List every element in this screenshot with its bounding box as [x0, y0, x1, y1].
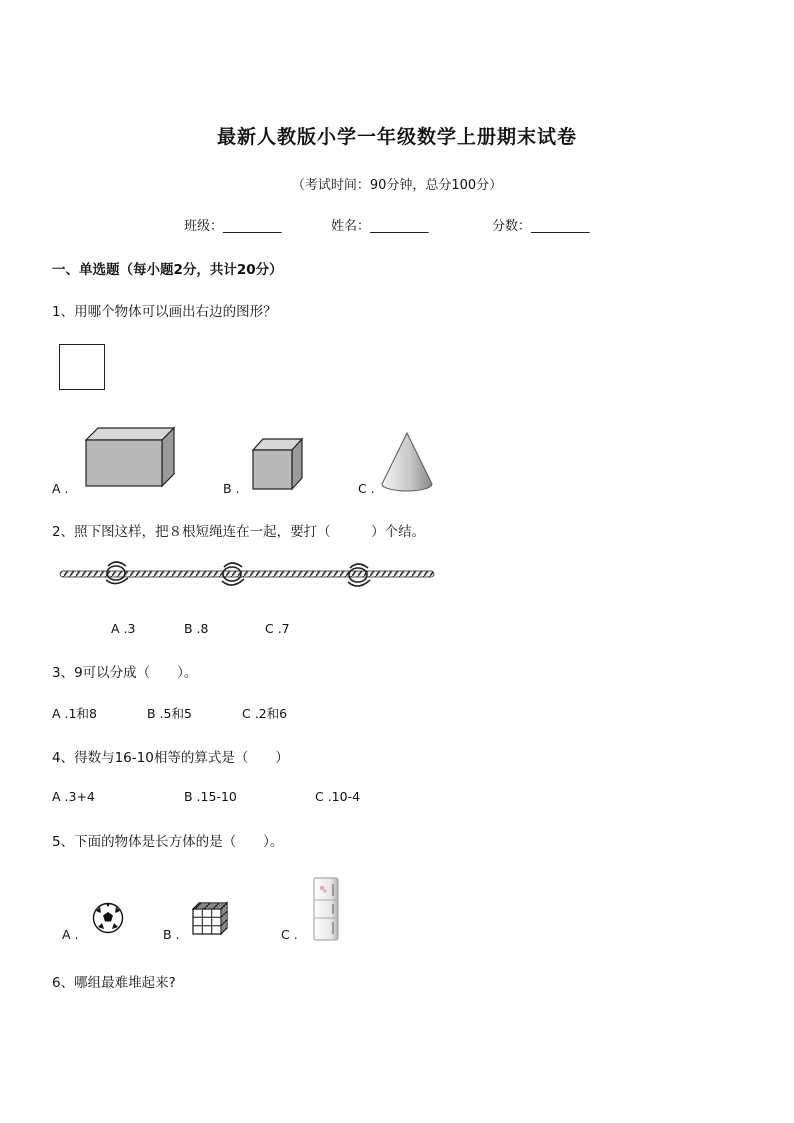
class-field[interactable]: 班级：_________	[184, 219, 282, 234]
question-4: 4、得数与16-10相等的算式是（ ）	[52, 750, 289, 766]
football-image	[92, 902, 124, 934]
question-5: 5、下面的物体是长方体的是（ ）。	[52, 834, 284, 850]
question-2: 2、照下图这样，把８根短绳连在一起，要打（ ）个结。	[52, 524, 426, 540]
rubiks-cube-image	[190, 900, 230, 936]
q5-option-a[interactable]: A .	[62, 927, 79, 942]
square-figure	[59, 344, 105, 390]
q5-option-c[interactable]: C .	[281, 927, 298, 942]
exam-info: （考试时间：90分钟，总分100分）	[291, 178, 503, 193]
q3-option-c[interactable]: C .2和6	[242, 706, 288, 721]
q2-option-b[interactable]: B .8	[184, 621, 209, 636]
q4-option-b[interactable]: B .15-10	[184, 789, 237, 804]
q2-option-c[interactable]: C .7	[265, 621, 290, 636]
score-field[interactable]: 分数：_________	[492, 219, 590, 234]
q5-option-b[interactable]: B .	[163, 927, 180, 942]
refrigerator-image	[310, 876, 342, 942]
cube-image	[250, 435, 306, 491]
cone-image	[378, 430, 436, 494]
question-6: 6、哪组最难堆起来?	[52, 975, 176, 991]
name-field[interactable]: 姓名：_________	[331, 219, 429, 234]
page-title: 最新人教版小学一年级数学上册期末试卷	[216, 126, 577, 148]
q2-option-a[interactable]: A .3	[111, 621, 136, 636]
q4-option-a[interactable]: A .3+4	[52, 789, 95, 804]
q1-option-a[interactable]: A .	[52, 481, 69, 496]
q1-option-c[interactable]: C .	[358, 481, 375, 496]
rope-image	[58, 560, 438, 592]
q3-option-b[interactable]: B .5和5	[147, 706, 192, 721]
section-heading: 一、单选题（每小题2分，共计20分）	[52, 262, 283, 278]
q1-option-b[interactable]: B .	[223, 481, 240, 496]
question-1: 1、用哪个物体可以画出右边的图形？	[52, 304, 277, 320]
q4-option-c[interactable]: C .10-4	[315, 789, 361, 804]
cuboid-image	[80, 424, 180, 490]
q3-option-a[interactable]: A .1和8	[52, 706, 97, 721]
question-3: 3、9可以分成（ ）。	[52, 665, 198, 681]
